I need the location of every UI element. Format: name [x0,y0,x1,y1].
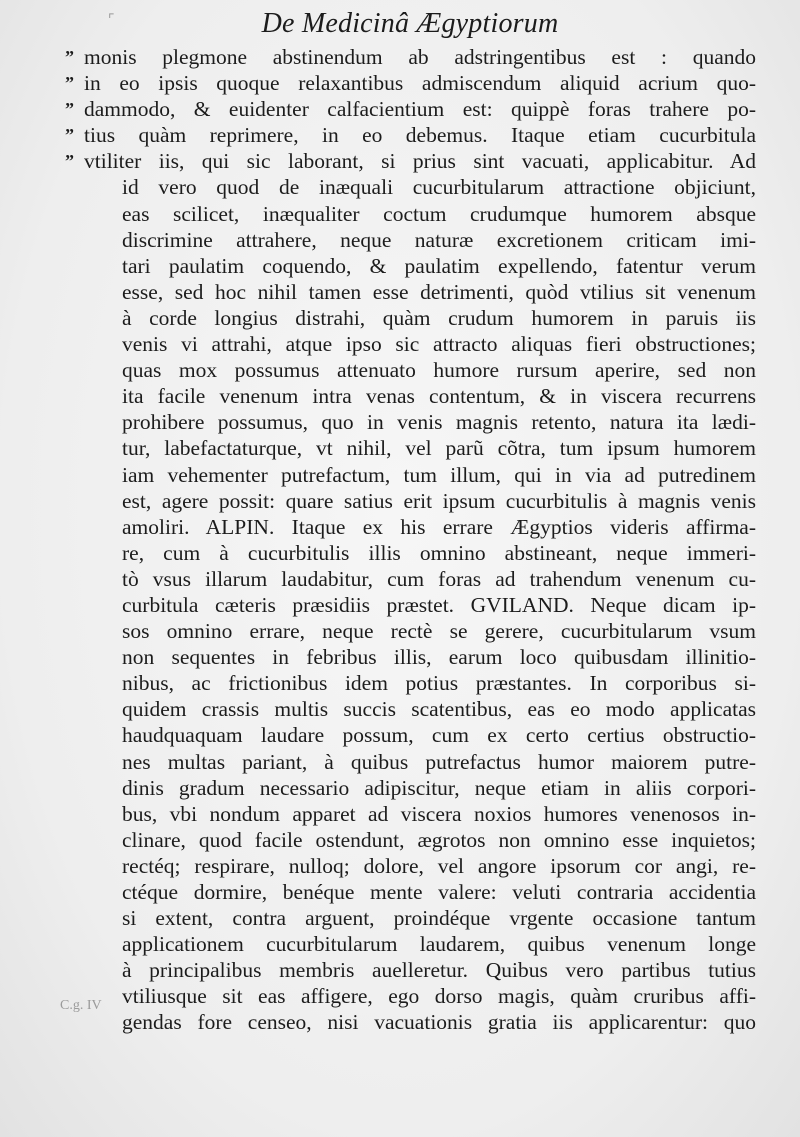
line-text: rectéq; respirare, nulloq; dolore, vel angore ipsorum cor angi, re- [122,853,756,878]
line-text: ctéque dormire, benéque mente valere: veluti contraria accidentia [122,880,756,904]
text-line [84,670,756,696]
text-line [84,1009,756,1035]
line-text: quidem crassis multis succis scatentibus, eas eo modo applicatas [122,697,756,722]
line-text: venis vi attrahi, atque ipso sic attracto aliquas fieri obstructiones; [122,332,756,357]
text-line [65,96,756,122]
text-line [84,279,756,305]
quote-mark: ” [65,73,74,94]
line-text: eas scilicet, inæqualiter coctum crudumque humorem absque [122,201,756,226]
text-line [84,696,756,722]
text-line [84,618,756,644]
line-text: curbitula cæteris præsidiis præstet. GVILAND. Neque dicam ip- [122,592,756,617]
text-line [84,201,756,227]
line-text: monis plegmone abstinendum ab adstringentibus est : quando [84,45,756,69]
text-line [65,70,756,96]
text-line [84,566,756,592]
line-text: vtiliusque sit eas affigere, ego dorso magis, quàm cruribus affi- [122,984,756,1009]
line-text: prohibere possumus, quo in venis magnis retento, natura ita lædi- [122,410,756,435]
line-text: id vero quod de inæquali cucurbitularum attractione objiciunt, [122,175,756,200]
text-line [84,514,756,540]
line-text: amoliri. ALPIN. Itaque ex his errare Ægyptios videris affirma- [122,514,756,539]
line-text: à corde longius distrahi, quàm crudum humorem in paruis iis [122,305,756,330]
quote-mark: ” [65,47,74,67]
line-text: gendas fore censeo, nisi vacuationis gratia iis applicarentur: quo [122,1010,756,1035]
line-text: tò vsus illarum laudabitur, cum foras ad trahendum venenum cu- [122,566,756,591]
line-text: dinis gradum necessario adipiscitur, neque etiam in aliis corpori- [122,775,756,800]
text-line [84,357,756,383]
quote-mark: ” [65,125,74,146]
line-text: re, cum à cucurbitulis illis omnino abstineant, neque immeri- [122,540,756,565]
running-header: De Medicinâ Ægyptiorum [261,8,559,39]
line-text: nibus, ac frictionibus idem potius præstantes. In corporibus si- [122,671,756,696]
line-text: sos omnino errare, neque rectè se gerere, cucurbitularum vsum [122,619,756,644]
line-text: clinare, quod facile ostendunt, ægrotos non omnino esse inquietos; [122,827,756,852]
text-line [84,227,756,253]
line-text: tari paulatim coquendo, & paulatim expellendo, fatentur verum [122,253,756,278]
text-line [84,722,756,748]
text-line [84,305,756,331]
line-text: dammodo, & euidenter calfacientium est: quippè foras trahere po- [84,97,756,122]
text-line [84,801,756,827]
text-line [84,644,756,670]
text-line [84,592,756,618]
line-text: si extent, contra arguent, proindéque vrgente occasione tantum [122,906,756,931]
line-text: non sequentes in febribus illis, earum loco quibusdam illinitio- [122,645,756,670]
text-line [84,331,756,357]
text-line [84,174,756,200]
line-text: bus, vbi nondum apparet ad viscera noxios humores venenosos in- [122,801,756,826]
line-text: ita facile venenum intra venas contentum, & in viscera recurrens [122,384,756,409]
quote-mark: ” [65,151,74,172]
text-line [84,749,756,775]
line-text: discrimine attrahere, neque naturæ excretionem criticam imi- [122,227,756,252]
text-line [84,488,756,514]
line-text: tius quàm reprimere, in eo debemus. Itaque etiam cucurbitula [84,123,756,148]
text-line [84,383,756,409]
text-line [84,409,756,435]
text-line [84,827,756,853]
margin-mark-side: C.g. IV [60,998,102,1013]
line-text: esse, sed hoc nihil tamen esse detrimenti, quòd vtilius sit venenum [122,279,756,304]
line-text: haudquaquam laudare possum, cum ex certo certius obstructio- [122,723,756,748]
line-text: est, agere possit: quare satius erit ipsum cucurbitulis à magnis venis [122,488,756,513]
text-line [84,253,756,279]
text-line [84,853,756,879]
text-line [84,435,756,461]
text-line [84,775,756,801]
line-text: quas mox possumus attenuato humore rursum aperire, sed non [122,358,756,383]
line-text: à principalibus membris auelleretur. Quibus vero partibus tutius [122,958,756,983]
line-text: applicationem cucurbitularum laudarem, quibus venenum longe [122,932,756,957]
text-line [84,931,756,957]
quote-mark: ” [65,99,74,120]
text-line [84,983,756,1009]
text-line [65,44,756,70]
line-text: in eo ipsis quoque relaxantibus admiscendum aliquid acrium quo- [84,71,756,96]
line-text: nes multas pariant, à quibus putrefactus humor maiorem putre- [122,749,756,774]
line-text: vtiliter iis, qui sic laborant, si prius sint vacuati, applicabitur. Ad [84,149,756,174]
text-line [65,122,756,148]
text-line [84,905,756,931]
margin-mark-top: ⌜ [108,13,115,28]
text-line [84,462,756,488]
text-line [84,540,756,566]
line-text: iam vehementer putrefactum, tum illum, qui in via ad putredinem [122,462,756,487]
text-line [65,148,756,174]
line-text: tur, labefactaturque, vt nihil, vel parũ cõtra, tum ipsum humorem [122,436,756,461]
text-line [84,879,756,905]
text-line [84,957,756,983]
